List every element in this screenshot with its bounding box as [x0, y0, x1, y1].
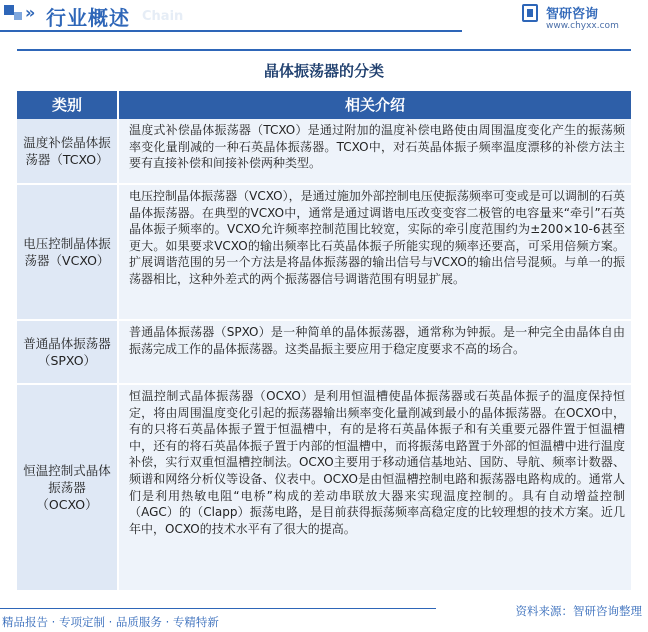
footer-slogan: 精品报告 · 专项定制 · 品质服务 · 专精特新 — [2, 615, 219, 629]
row-description: 恒温控制式晶体振荡器（OCXO）是利用恒温槽使晶体振荡器或石英晶体振子的温度保持恒定，将由周围温度变化引起的振荡器输出频率变化量削减到最小的晶体振荡器。在OCXO中，有的只将石英晶体振子置于恒温槽中，有的是将石英晶体振子和有关重要元器件置于恒温槽中，还有的将石英晶体振子置于内部的恒温槽中，而将振荡电路置于外部的恒温槽中进行温度补偿，实行双重恒温槽控制法。OCXO主要用于移动通信基地站、国防、导航、频率计数器、频谱和网络分析仪等设备、仪表中。OCXO是由恒温槽控制电路和振荡器电路构成的。通常人们是利用热敏电阻“电桥”构成的差动串联放大器来实现温度控制的。具有自动增益控制（AGC）的（Clapp）振荡电路，是目前获得振荡频率高稳定度的比较理想的技术方案。近几年中，OCXO的技术水平有了很大的提高。 — [117, 385, 631, 590]
brand-block — [522, 2, 642, 36]
source-note: 资料来源：智研咨询整理 — [515, 604, 642, 618]
table-caption: 晶体振荡器的分类 — [263, 62, 384, 80]
header-description: 相关介绍 — [117, 91, 631, 119]
section-title: 行业概述 — [46, 6, 130, 30]
row-category: 温度补偿晶体振荡器（TCXO） — [23, 135, 111, 167]
table-row-vcxo — [17, 185, 631, 321]
brand-name: 智研咨询 — [546, 7, 599, 22]
page-footer — [0, 600, 648, 632]
row-category: 恒温控制式晶体振荡器（OCXO） — [23, 463, 111, 512]
row-description: 温度式补偿晶体振荡器（TCXO）是通过附加的温度补偿电路使由周围温度变化产生的振荡频率变化量削减的一种石英晶体振荡器。TCXO中，对石英晶体振子频率温度漂移的补偿方法主要有直接补偿和间接补偿两种类型。 — [117, 119, 631, 183]
double-chevron-icon: » — [25, 3, 36, 22]
decor-square-small-icon — [14, 12, 22, 20]
footer-divider — [0, 608, 436, 609]
watermark-text: Chain — [142, 9, 184, 24]
table-header — [17, 91, 631, 119]
row-category: 电压控制晶体振荡器（VCXO） — [23, 236, 111, 268]
table-row-ocxo — [17, 385, 631, 592]
row-description: 电压控制晶体振荡器（VCXO），是通过施加外部控制电压使振荡频率可变或是可以调制的石英晶体振荡器。在典型的VCXO中，通常是通过调谐电压改变变容二极管的电容量来“牵引”石英晶体振子频率的。VCXO允许频率控制范围比较宽，实际的牵引度范围约为±200×10-6甚至更大。如果要求VCXO的输出频率比石英晶体振子所能实现的频率还要高，可采用倍频方案。扩展调谐范围的另一个方法是将晶体振荡器的输出信号与VCXO的输出信号混频。与单一的振荡器相比，这种外差式的两个振荡器信号调谐范围有明显扩展。 — [117, 185, 631, 319]
decor-square-icon — [4, 5, 14, 15]
classification-table — [17, 49, 631, 590]
row-description: 普通晶体振荡器（SPXO）是一种简单的晶体振荡器，通常称为钟振。是一种完全由晶体自由振荡完成工作的晶体振荡器。这类晶振主要应用于稳定度要求不高的场合。 — [117, 321, 631, 383]
table-row-spxo — [17, 321, 631, 385]
table-row-tcxo — [17, 119, 631, 185]
brand-url: www.chyxx.com — [546, 21, 619, 31]
brand-logo-icon — [522, 4, 538, 22]
row-category: 普通晶体振荡器（SPXO） — [23, 336, 111, 368]
header-divider — [0, 30, 462, 32]
header-category: 类别 — [51, 96, 82, 114]
